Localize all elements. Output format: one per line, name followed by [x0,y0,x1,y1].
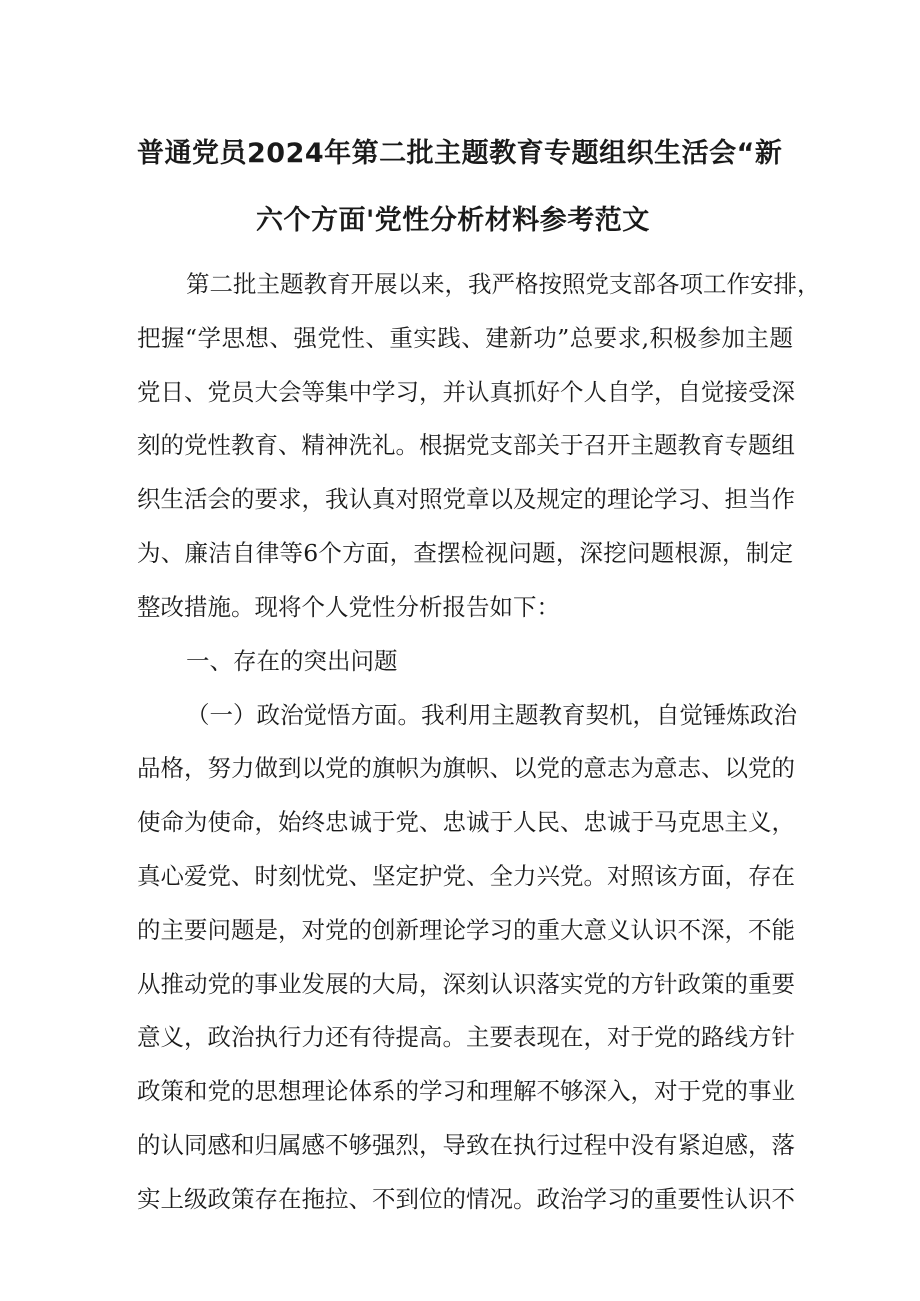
section-heading: 一、存在的突出问题 [186,647,398,675]
paragraph-line: 第二批主题教育开展以来，我严格按照党支部各项工作安排， [186,270,821,298]
paragraph-line: 从推动党的事业发展的大局，深刻认识落实党的方针政策的重要 [137,970,795,998]
paragraph-line: 政策和党的思想理论体系的学习和理解不够深入，对于党的事业 [137,1077,795,1105]
paragraph-line: 把握“学思想、强党性、重实践、建新功”总要求,积极参加主题 [137,324,793,352]
paragraph-line: 的主要问题是，对党的创新理论学习的重大意义认识不深，不能 [137,916,795,944]
paragraph-line: 整改措施。现将个人党性分析报告如下： [137,593,560,621]
paragraph-line: 为、廉洁自律等6个方面，查摆检视问题，深挖问题根源，制定 [137,539,793,567]
paragraph-line: （一）政治觉悟方面。我利用主题教育契机，自觉锤炼政治 [186,701,797,729]
document-title-line-1: 普通党员2024年第二批主题教育专题组织生活会“新 [137,138,783,169]
paragraph-line: 织生活会的要求，我认真对照党章以及规定的理论学习、担当作 [137,485,795,513]
paragraph-line: 意义，政治执行力还有待提高。主要表现在，对于党的路线方针 [137,1023,795,1051]
paragraph-line: 品格，努力做到以党的旗帜为旗帜、以党的意志为意志、以党的 [137,754,795,782]
paragraph-line: 使命为使命，始终忠诚于党、忠诚于人民、忠诚于马克思主义， [137,808,795,836]
paragraph-line: 实上级政策存在拖拉、不到位的情况。政治学习的重要性认识不 [137,1185,795,1213]
paragraph-line: 的认同感和归属感不够强烈，导致在执行过程中没有紧迫感，落 [137,1131,795,1159]
document-title-line-2: 六个方面'党性分析材料参考范文 [256,205,650,236]
paragraph-line: 党日、党员大会等集中学习，并认真抓好个人自学，自觉接受深 [137,378,795,406]
paragraph-line: 真心爱党、时刻忧党、坚定护党、全力兴党。对照该方面，存在 [137,862,795,890]
paragraph-line: 刻的党性教育、精神洗礼。根据党支部关于召开主题教育专题组 [137,431,795,459]
